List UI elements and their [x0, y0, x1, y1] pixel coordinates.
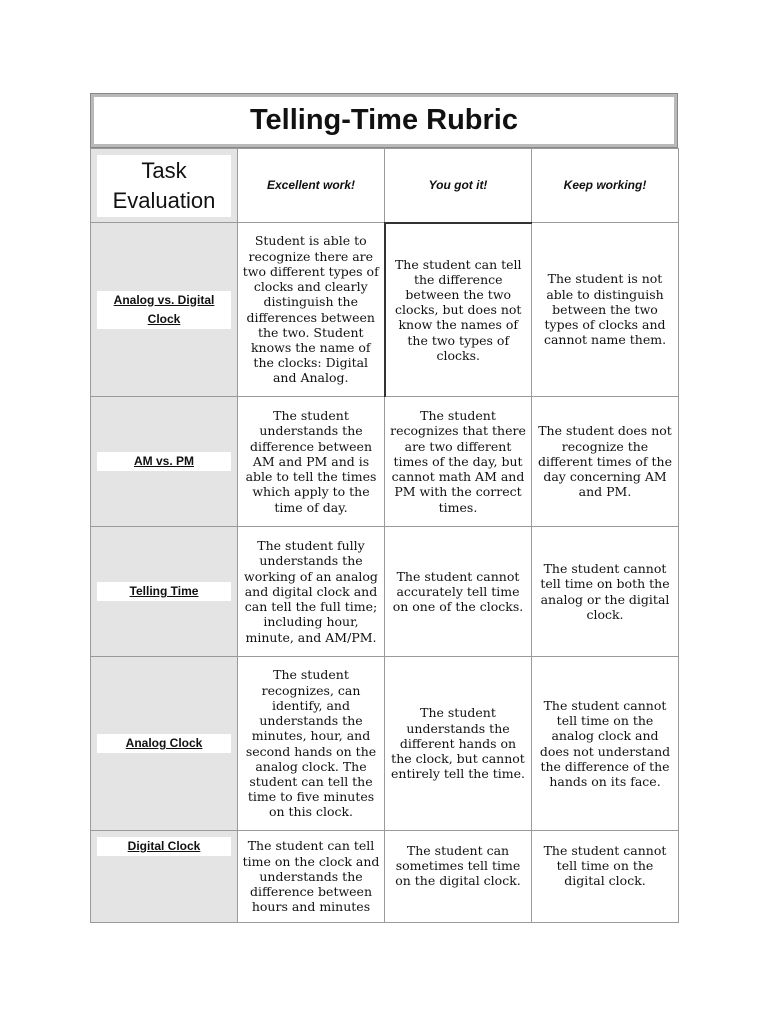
rubric-document	[90, 93, 678, 923]
got-it-cell: The student recognizes that there are two different times of the day, but cannot math AM and PM with the correct times.	[385, 397, 532, 527]
excellent-cell: The student recognizes, can identify, and understands the minutes, hour, and second hands on the analog clock. The student can tell the time to five minutes on this clock.	[238, 657, 385, 831]
task-header-line1: Task	[141, 157, 187, 183]
task-label: Analog Clock	[97, 734, 231, 753]
header-row	[91, 149, 679, 223]
rubric-title: Telling-Time Rubric	[249, 104, 518, 136]
got-it-cell: The student can tell the difference between the two clocks, but does not know the names of the two types of clocks.	[385, 223, 532, 397]
task-cell	[91, 223, 238, 397]
rubric-table	[90, 148, 679, 923]
task-label: Analog vs. Digital Clock	[97, 291, 231, 329]
table-row	[91, 527, 679, 657]
task-header-line2: Evaluation	[112, 187, 216, 213]
rubric-title-box	[90, 93, 678, 148]
got-it-cell: The student cannot accurately tell time on one of the clocks.	[385, 527, 532, 657]
task-evaluation-header	[91, 149, 238, 223]
excellent-cell: The student can tell time on the clock and understands the difference between hours and minutes	[238, 831, 385, 923]
keep-working-cell: The student cannot tell time on both the analog or the digital clock.	[532, 527, 679, 657]
excellent-cell: The student fully understands the working of an analog and digital clock and can tell the full time; including hour, minute, and AM/PM.	[238, 527, 385, 657]
task-label: Telling Time	[97, 582, 231, 601]
table-row	[91, 397, 679, 527]
got-it-cell: The student can sometimes tell time on the digital clock.	[385, 831, 532, 923]
level-header-keep-working: Keep working!	[532, 149, 679, 223]
got-it-cell: The student understands the different hands on the clock, but cannot entirely tell the time.	[385, 657, 532, 831]
keep-working-cell: The student cannot tell time on the digital clock.	[532, 831, 679, 923]
task-cell	[91, 657, 238, 831]
task-label: AM vs. PM	[97, 452, 231, 471]
table-row	[91, 831, 679, 923]
keep-working-cell: The student cannot tell time on the analog clock and does not understand the difference of the hands on its face.	[532, 657, 679, 831]
task-cell	[91, 397, 238, 527]
task-label: Digital Clock	[97, 837, 231, 856]
table-row	[91, 657, 679, 831]
excellent-cell: Student is able to recognize there are two different types of clocks and clearly distinguish the differences between the two. Student knows the name of the clocks: Digital and Analog.	[238, 223, 385, 397]
task-cell	[91, 527, 238, 657]
task-cell	[91, 831, 238, 923]
level-header-got-it: You got it!	[385, 149, 532, 223]
excellent-cell: The student understands the difference between AM and PM and is able to tell the times which apply to the time of day.	[238, 397, 385, 527]
table-row	[91, 223, 679, 397]
level-header-excellent: Excellent work!	[238, 149, 385, 223]
keep-working-cell: The student is not able to distinguish between the two types of clocks and cannot name them.	[532, 223, 679, 397]
keep-working-cell: The student does not recognize the different times of the day concerning AM and PM.	[532, 397, 679, 527]
